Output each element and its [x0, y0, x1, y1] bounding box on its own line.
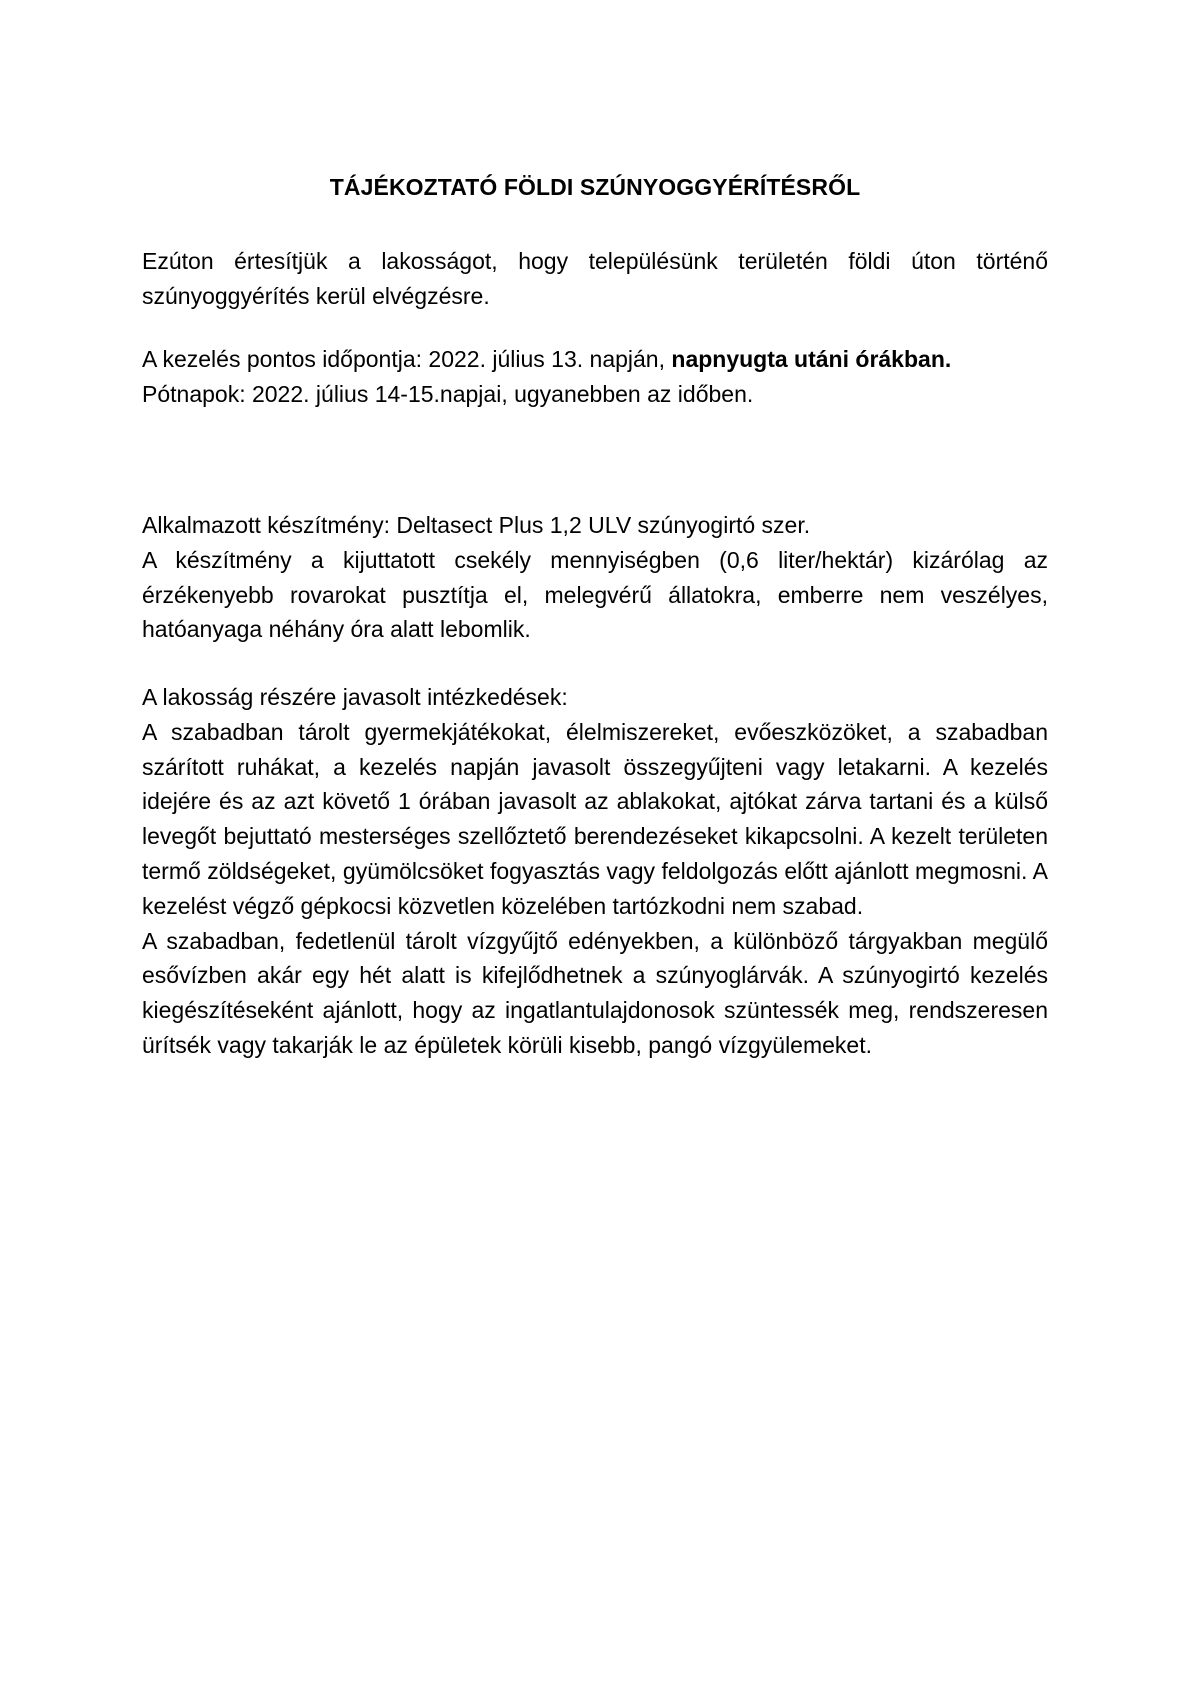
schedule-time-text: A kezelés pontos időpontja: 2022. július 13. napján, [142, 346, 672, 372]
product-description: A készítmény a kijuttatott csekély mennyiségben (0,6 liter/hektár) kizárólag az érzékenyebb rovarokat pusztítja el, melegvérű állatokra, emberre nem veszélyes, hatóanyaga néhány óra alatt lebomlik. [142, 546, 1048, 643]
intro-paragraph: Ezúton értesítjük a lakosságot, hogy településünk területén földi úton történő szúnyoggyérítés kerül elvégzésre. [142, 248, 1048, 309]
product-block [142, 508, 1048, 647]
product-name-line: Alkalmazott készítmény: Deltasect Plus 1,2 ULV szúnyogirtó szer. [142, 512, 811, 538]
measures-block [142, 680, 1048, 1063]
schedule-time-emphasis: napnyugta utáni órákban. [671, 346, 952, 372]
measures-paragraph-2: A szabadban, fedetlenül tárolt vízgyűjtő edényekben, a különböző tárgyakban megülő esővízben akár egy hét alatt is kifejlődhetnek a szúnyoglárvák. A szúnyogirtó kezelés kiegészítéseként ajánlott, hogy az ingatlantulajdonosok szüntessék meg, rendszeresen ürítsék vagy takarják le az épületek körüli kisebb, pangó vízgyülemeket. [142, 927, 1048, 1058]
measures-heading: A lakosság részére javasolt intézkedések: [142, 684, 568, 710]
makeup-days-line: Pótnapok: 2022. július 14-15.napjai, ugyanebben az időben. [142, 380, 754, 407]
schedule-block [142, 342, 1048, 412]
schedule-time-line [142, 342, 1048, 377]
document-title: TÁJÉKOZTATÓ FÖLDI SZÚNYOGGYÉRÍTÉSRŐL [329, 174, 861, 200]
measures-paragraph-1: A szabadban tárolt gyermekjátékokat, élelmiszereket, evőeszközöket, a szabadban szárított ruhákat, a kezelés napján javasolt összegyűjteni vagy letakarni. A kezelés idejére és az azt követő 1 órában javasolt az ablakokat, ajtókat zárva tartani és a külső levegőt bejuttató mesterséges szellőztető berendezéseket kikapcsolni. A kezelt területen termő zöldségeket, gyümölcsöket fogyasztás vagy feldolgozás előtt ajánlott megmosni. A kezelést végző gépkocsi közvetlen közelében tartózkodni nem szabad. [142, 718, 1048, 919]
